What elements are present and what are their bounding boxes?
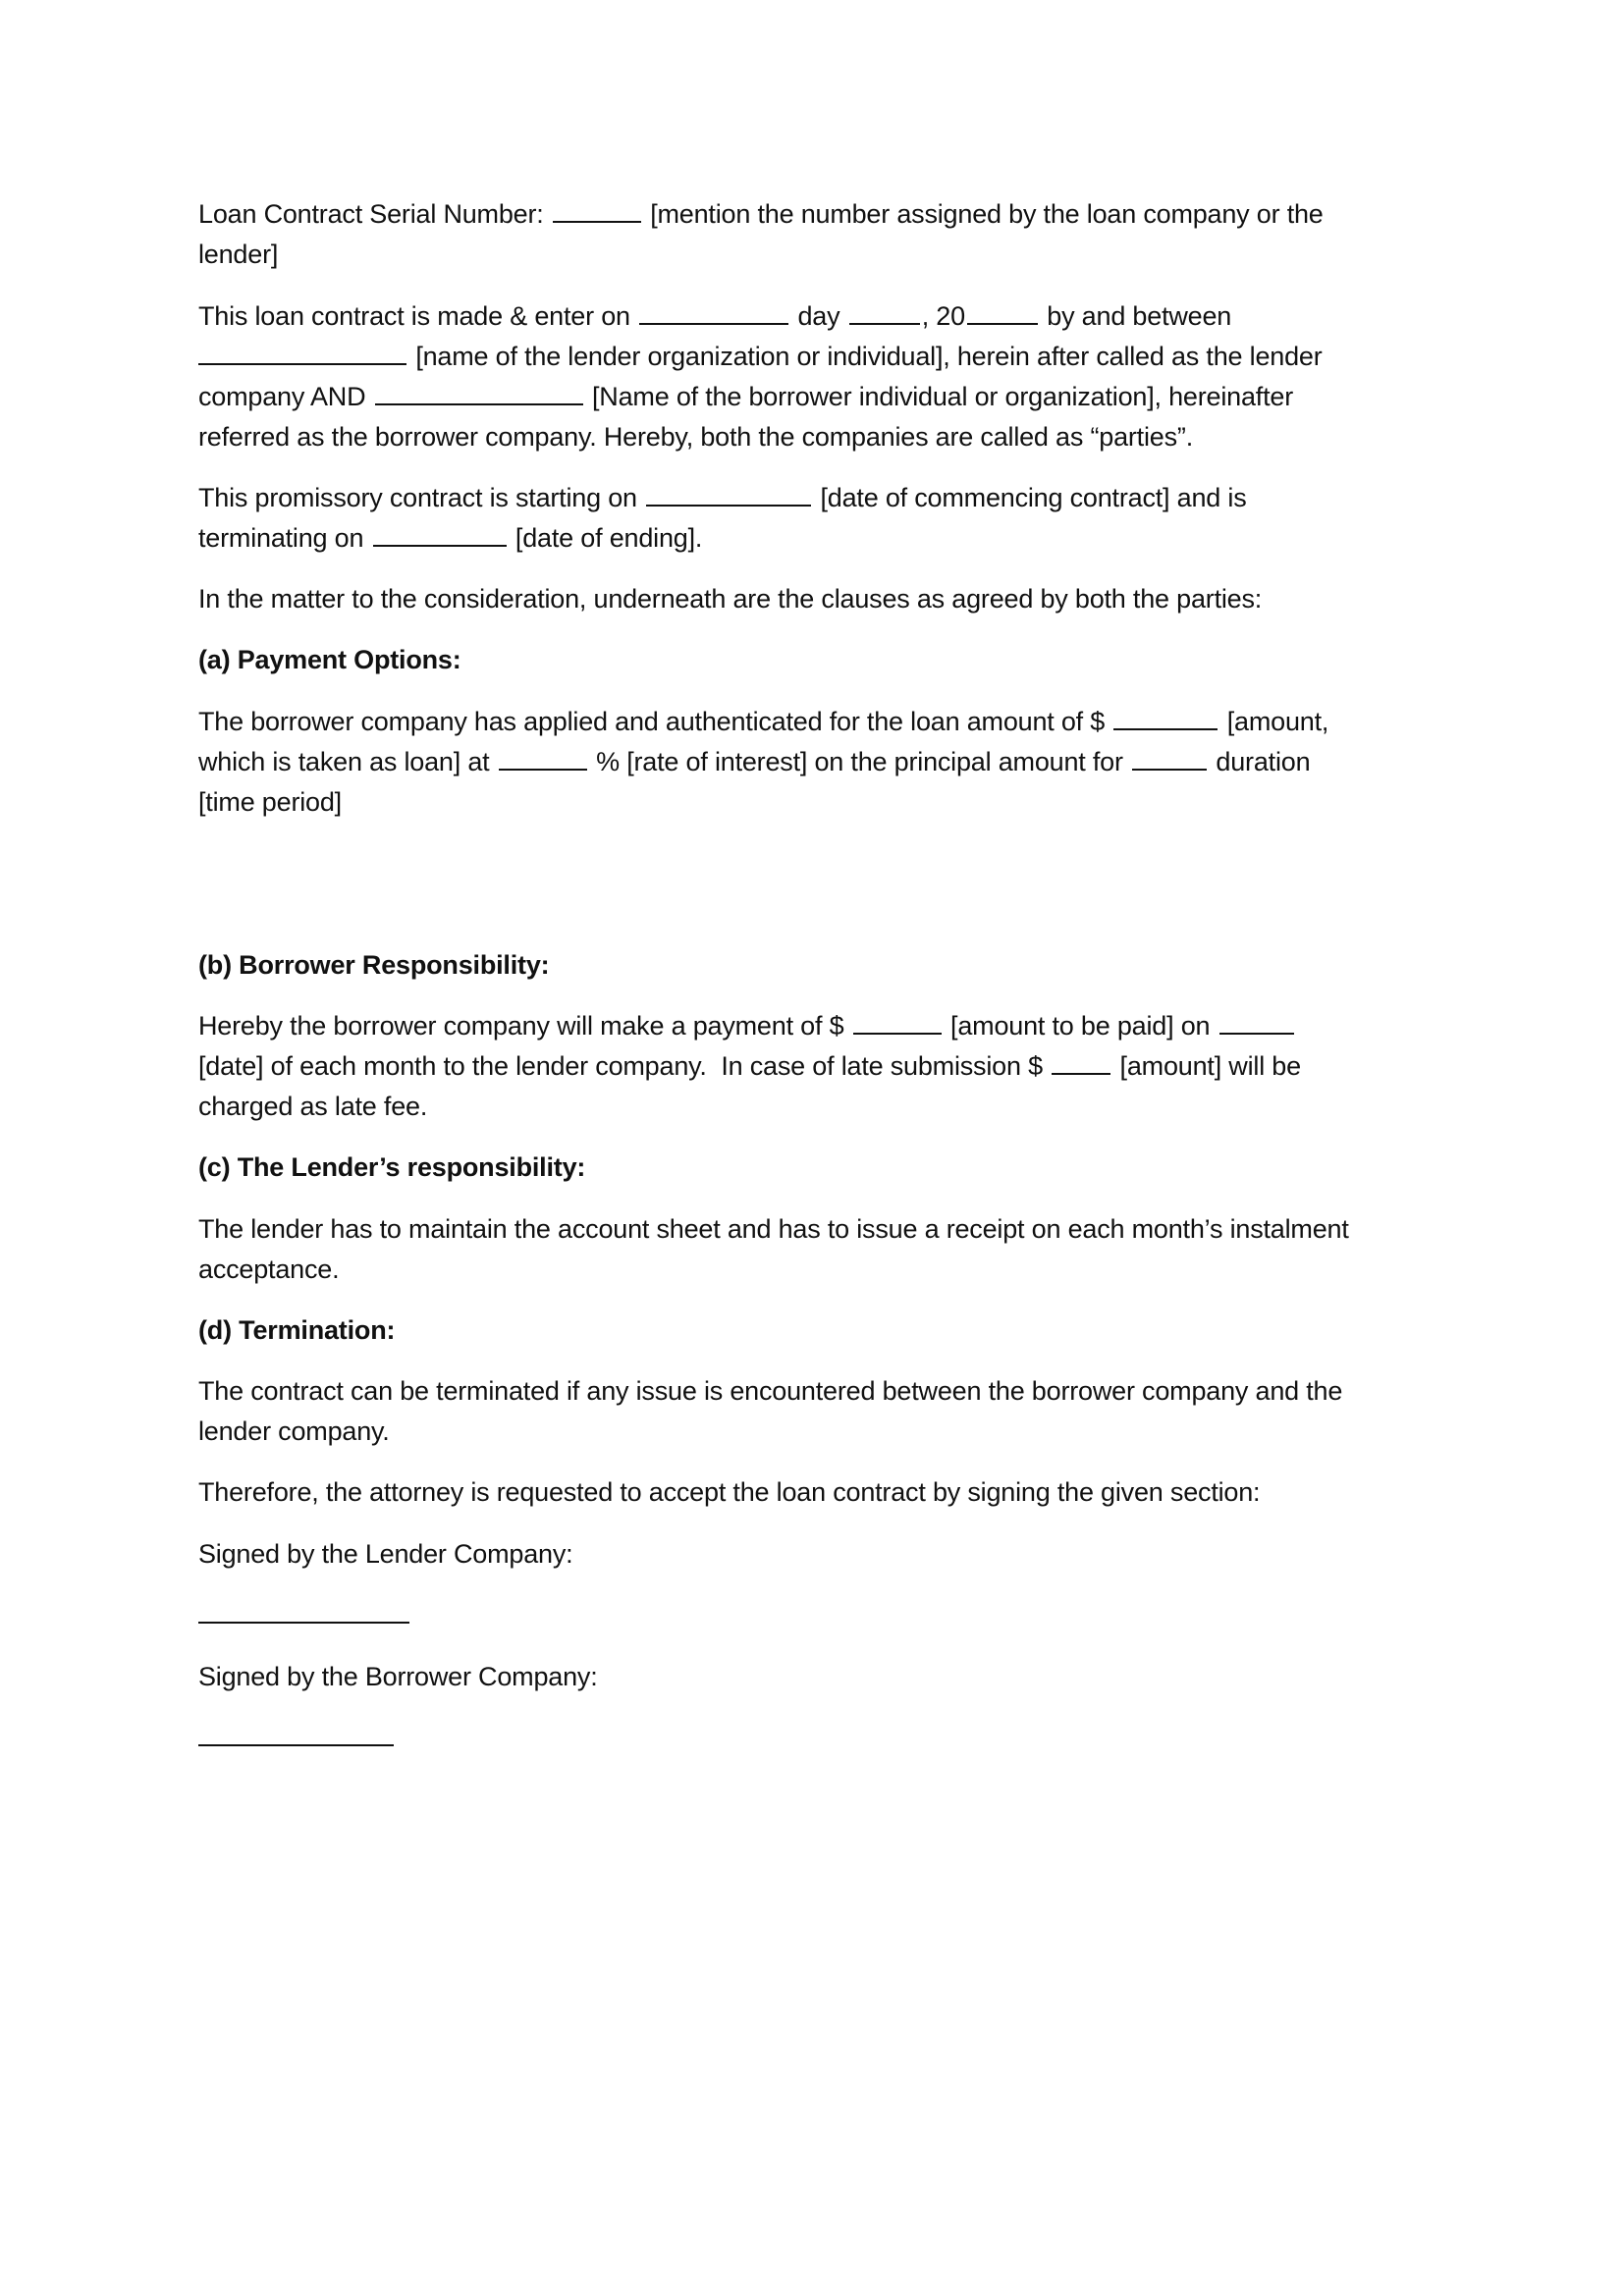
- intro-text: [name of the lender organization or individual], herein after called as the lender: [415, 342, 1323, 371]
- section-d-line-2: [198, 1412, 390, 1452]
- serial-number-blank[interactable]: [553, 196, 641, 223]
- serial-number-label: Loan Contract Serial Number:: [198, 199, 544, 229]
- lender-signature-line[interactable]: [198, 1622, 409, 1624]
- intro-line-1: [198, 296, 1231, 337]
- closing-statement: [198, 1472, 1260, 1513]
- section-b-line-1: [198, 1006, 1296, 1046]
- serial-number-line: [198, 194, 1324, 235]
- serial-number-line-2: [198, 235, 278, 275]
- payment-date-blank[interactable]: [1219, 1008, 1294, 1035]
- intro-text: referred as the borrower company. Hereby, both the companies are called as “parties”.: [198, 422, 1193, 452]
- section-a-line-1: [198, 702, 1328, 742]
- section-text: which is taken as loan] at: [198, 747, 490, 776]
- section-b-heading: [198, 945, 549, 986]
- clauses-intro-text: In the matter to the consideration, underneath are the clauses as agreed by both the parties:: [198, 584, 1263, 614]
- section-text: [amount] will be: [1119, 1051, 1301, 1081]
- signature-label: Signed by the Lender Company:: [198, 1539, 573, 1569]
- section-b-line-3: [198, 1087, 427, 1127]
- loan-amount-blank[interactable]: [1113, 704, 1218, 730]
- date-month-blank[interactable]: [849, 298, 920, 325]
- intro-line-2: [198, 337, 1323, 377]
- section-c-line-2: [198, 1250, 339, 1290]
- section-text: The contract can be terminated if any issue is encountered between the borrower company and the: [198, 1376, 1343, 1406]
- serial-number-hint-cont: lender]: [198, 240, 279, 269]
- intro-text: day: [797, 301, 840, 331]
- section-text: [amount to be paid] on: [950, 1011, 1211, 1041]
- section-text: The borrower company has applied and authenticated for the loan amount of $: [198, 707, 1106, 736]
- section-a-heading: [198, 640, 461, 680]
- section-text: acceptance.: [198, 1255, 340, 1284]
- term-text: This promissory contract is starting on: [198, 483, 637, 512]
- term-text: [date of commencing contract] and is: [820, 483, 1247, 512]
- borrower-signature-line[interactable]: [198, 1744, 394, 1746]
- date-year-blank[interactable]: [967, 298, 1038, 325]
- intro-text: [Name of the borrower individual or organization], hereinafter: [592, 382, 1293, 411]
- duration-blank[interactable]: [1132, 744, 1207, 771]
- section-text: [time period]: [198, 787, 342, 817]
- interest-rate-blank[interactable]: [499, 744, 587, 771]
- lender-signature-label: [198, 1534, 572, 1575]
- section-d-line-1: [198, 1371, 1342, 1412]
- section-c-heading: [198, 1148, 585, 1188]
- section-text: lender company.: [198, 1416, 390, 1446]
- section-c-line-1: [198, 1209, 1349, 1250]
- section-heading: (d) Termination:: [198, 1315, 396, 1345]
- section-b-line-2: [198, 1046, 1301, 1087]
- section-text: [date] of each month to the lender company. In case of late submission $: [198, 1051, 1043, 1081]
- borrower-name-blank[interactable]: [375, 379, 583, 405]
- section-text: The lender has to maintain the account sheet and has to issue a receipt on each month’s instalment: [198, 1214, 1349, 1244]
- lender-name-blank[interactable]: [198, 339, 406, 365]
- section-text: % [rate of interest] on the principal amount for: [596, 747, 1123, 776]
- intro-text: This loan contract is made & enter on: [198, 301, 630, 331]
- closing-text: Therefore, the attorney is requested to accept the loan contract by signing the given section:: [198, 1477, 1261, 1507]
- borrower-signature-label: [198, 1657, 598, 1697]
- intro-text: company AND: [198, 382, 366, 411]
- section-text: charged as late fee.: [198, 1092, 428, 1121]
- section-text: [amount,: [1226, 707, 1329, 736]
- section-heading: (c) The Lender’s responsibility:: [198, 1152, 586, 1182]
- section-text: Hereby the borrower company will make a payment of $: [198, 1011, 844, 1041]
- intro-text: , 20: [921, 301, 965, 331]
- start-date-blank[interactable]: [646, 480, 811, 507]
- term-text: terminating on: [198, 523, 364, 553]
- section-a-line-2: [198, 742, 1310, 782]
- term-line-1: [198, 478, 1247, 518]
- intro-line-4: [198, 417, 1193, 457]
- signature-label: Signed by the Borrower Company:: [198, 1662, 598, 1691]
- date-day-blank[interactable]: [639, 298, 788, 325]
- payment-amount-blank[interactable]: [853, 1008, 942, 1035]
- section-text: duration: [1216, 747, 1311, 776]
- end-date-blank[interactable]: [373, 520, 507, 547]
- section-heading: (b) Borrower Responsibility:: [198, 950, 550, 980]
- section-d-heading: [198, 1310, 395, 1351]
- term-line-2: [198, 518, 702, 559]
- intro-text: by and between: [1047, 301, 1232, 331]
- late-fee-blank[interactable]: [1052, 1048, 1110, 1075]
- section-heading: (a) Payment Options:: [198, 645, 461, 674]
- serial-number-hint: [mention the number assigned by the loan company or the: [650, 199, 1324, 229]
- clauses-intro: [198, 579, 1262, 619]
- intro-line-3: [198, 377, 1293, 417]
- section-a-line-3: [198, 782, 342, 823]
- term-text: [date of ending].: [514, 523, 703, 553]
